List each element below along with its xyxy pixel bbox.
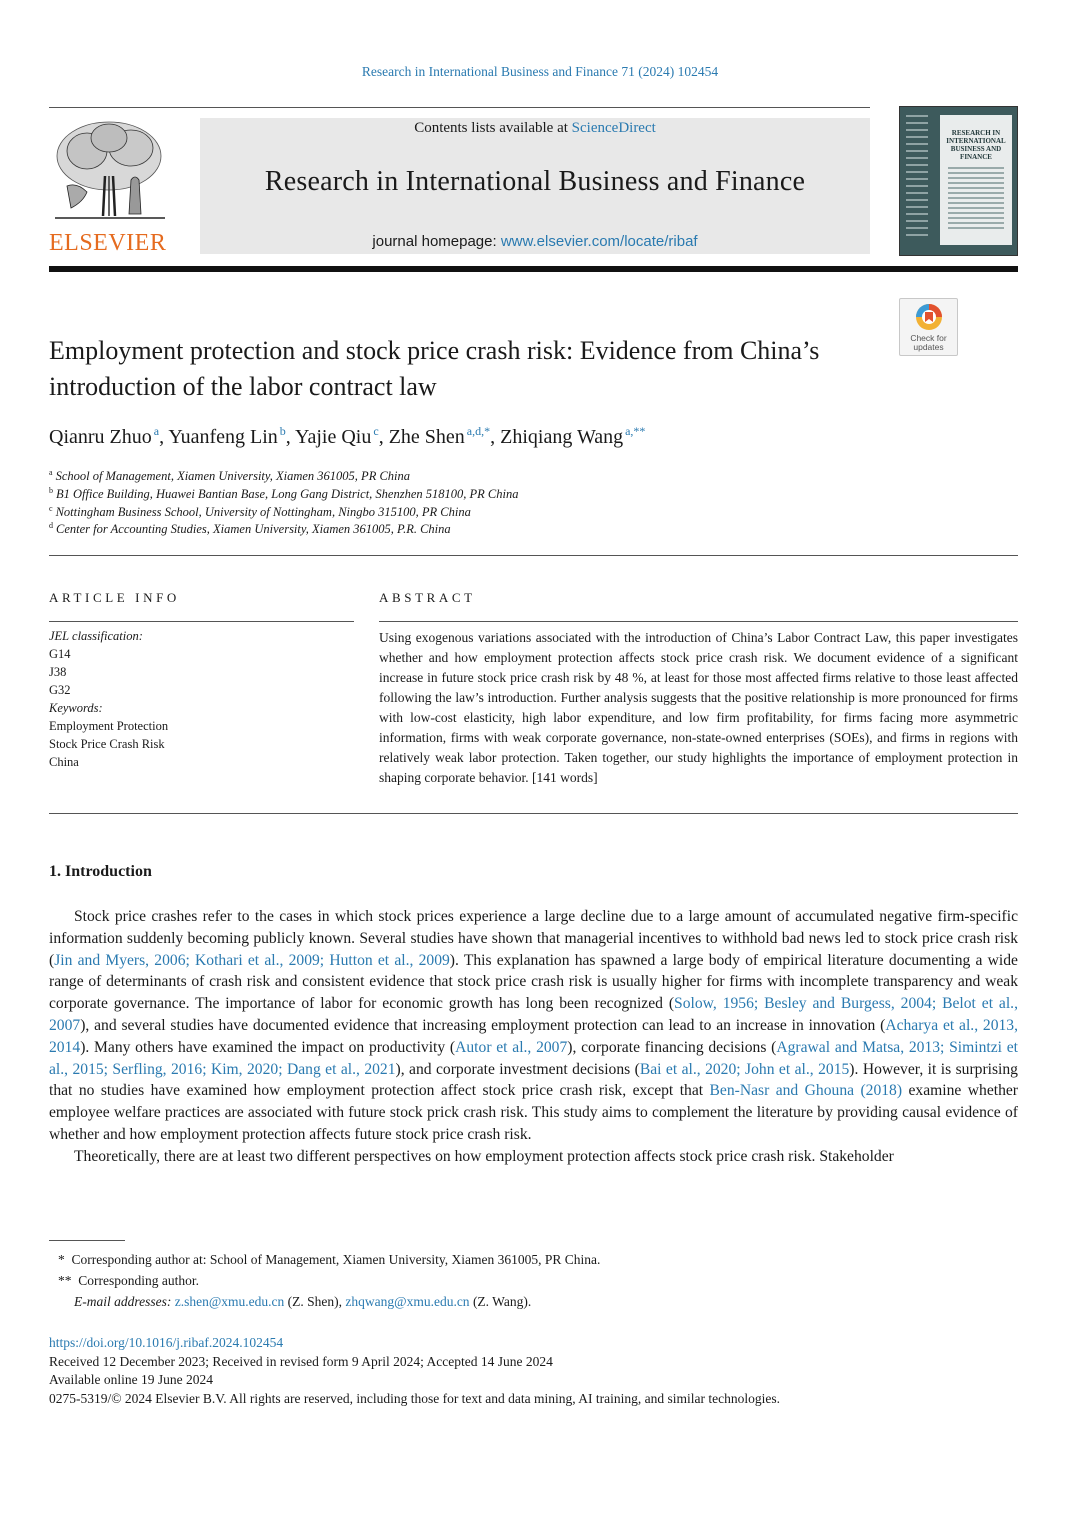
homepage-prefix: journal homepage: — [372, 233, 501, 250]
journal-homepage — [200, 233, 870, 250]
footnotes — [58, 1249, 600, 1312]
introduction-heading: 1. Introduction — [49, 863, 152, 880]
publication-info — [49, 1334, 780, 1408]
keyword: China — [49, 755, 79, 769]
author-affiliation-mark[interactable]: a,** — [625, 424, 646, 438]
introduction-body — [49, 906, 1018, 1168]
article-info-heading: ARTICLE INFO — [49, 590, 180, 605]
paragraph-text: examine whether employee welfare practices are associated with future stock prick crash risk. This study aims to complement the literature by providing causal evidence of whether and how employment protection affects future stock price crash risk. — [49, 1082, 1018, 1143]
check-for-updates-icon — [914, 302, 944, 332]
author-list: Qianru Zhuo $^a$, Yuanfeng Lin $^b$, Yajie Qiu $^c$, Zhe Shen $^{a,d,*}$, Zhiqiang Wang $^{a,**}$ — [49, 424, 646, 448]
footnote-text: Corresponding author. — [78, 1273, 199, 1288]
affiliation-c — [49, 504, 471, 520]
citation-link[interactable]: Agrawal and Matsa, 2013; Simintzi et al., 2015; Serfling, 2016; Kim, 2020; Dang et al., 2021 — [49, 1038, 1018, 1078]
keyword: Employment Protection — [49, 719, 169, 733]
masthead-divider — [49, 266, 1018, 272]
paragraph-text: ). Many others have examined the impact on productivity ( — [80, 1038, 456, 1056]
affiliation-mark: b — [49, 486, 53, 495]
citation-link[interactable]: Bai et al., 2020; John et al., 2015 — [639, 1060, 850, 1078]
footnote-corresponding-1 — [58, 1249, 600, 1270]
article-info-divider — [49, 621, 354, 622]
affiliation-text: Center for Accounting Studies, Xiamen University, Xiamen 361005, P.R. China — [56, 522, 451, 536]
paragraph-text: ), and corporate investment decisions ( — [395, 1060, 640, 1078]
introduction-paragraph-2: Theoretically, there are at least two different perspectives on how employment protection affects stock price crash risk. Stakeholder — [74, 1147, 894, 1165]
affiliation-b — [49, 486, 518, 502]
author-affiliation-mark[interactable]: a — [153, 424, 160, 438]
abstract-heading: ABSTRACT — [379, 590, 476, 605]
homepage-link[interactable]: www.elsevier.com/locate/ribaf — [500, 233, 698, 250]
footnote-divider — [49, 1240, 125, 1241]
cover-title: RESEARCH IN INTERNATIONAL BUSINESS AND FINANCE — [946, 129, 1006, 161]
author-name: Qianru Zhuo — [49, 426, 152, 448]
affiliations-divider — [49, 555, 1018, 556]
author-name: Yuanfeng Lin — [168, 426, 278, 448]
affiliation-mark: d — [49, 521, 53, 530]
cover-side-lines — [906, 115, 934, 256]
email-link-shen[interactable]: z.shen@xmu.edu.cn — [174, 1294, 285, 1309]
doi-link[interactable]: https://doi.org/10.1016/j.ribaf.2024.102454 — [49, 1335, 284, 1350]
jel-code: G32 — [49, 683, 71, 697]
email-owner: (Z. Shen), — [284, 1294, 346, 1309]
paragraph-text: ), and several studies have documented evidence that increasing employment protection can lead to an increase in innovation ( — [80, 1016, 886, 1034]
author-name: Zhiqiang Wang — [500, 426, 624, 448]
paragraph-text: ). This explanation has spawned a large body of empirical literature documenting a wide range of determinants of crash risk and consistent evidence that stock price crash risk is usually higher for firms with incomplete transparency and weak corporate governance. The importance of labor for economic growth has long been recognized ( — [49, 951, 1018, 1013]
abstract-text: Using exogenous variations associated with the introduction of China’s Labor Contract Law, this paper investigates whether and how employment protection affects stock price crash risk. We document evidence of a significant increase in future stock price crash risk by 48 %, at least for those most affected firms relative to those least affected following the law’s introduction. Further analysis suggests that the positive relationship is more pronounced for firms with low-cost elasticity, high labor expenditure, and low firm profitability, for firms facing more asymmetric information, firms with weak corporate governance, non-state-owned enterprises (SOEs), and firms in regions with relatively weak labor protection. Taken together, our study highlights the importance of employment protection in shaping corporate behavior. [141 words] — [379, 630, 1018, 785]
jel-code: J38 — [49, 665, 67, 679]
citation-link[interactable]: Acharya et al., 2013, 2014 — [49, 1016, 1018, 1056]
contents-prefix: Contents lists available at — [414, 120, 572, 136]
abstract-bottom-divider — [49, 813, 1018, 814]
footnote-mark: * — [58, 1252, 65, 1267]
citation-link[interactable]: Ben-Nasr and Ghouna (2018) — [709, 1082, 903, 1100]
sciencedirect-link[interactable]: ScienceDirect — [571, 120, 656, 136]
affiliation-text: School of Management, Xiamen University, Xiamen 361005, PR China — [55, 469, 411, 483]
affiliation-mark: a — [49, 468, 53, 477]
footnote-corresponding-2 — [58, 1270, 600, 1291]
citation-link[interactable]: Autor et al., 2007 — [455, 1038, 568, 1056]
article-info-block — [49, 627, 349, 771]
email-link-wang[interactable]: zhqwang@xmu.edu.cn — [345, 1294, 470, 1309]
elsevier-wordmark: ELSEVIER — [49, 230, 167, 256]
available-online: Available online 19 June 2024 — [49, 1372, 213, 1387]
contents-line — [200, 120, 870, 137]
author-name: Zhe Shen — [388, 426, 465, 448]
footnote-mark: ** — [58, 1273, 72, 1288]
author-name: Yajie Qiu — [295, 426, 372, 448]
top-divider — [49, 107, 870, 108]
cover-content-lines — [948, 167, 1004, 232]
check-for-updates-button[interactable] — [899, 298, 958, 356]
copyright-notice: 0275-5319/© 2024 Elsevier B.V. All rights are reserved, including those for text and data mining, AI training, and similar technologies. — [49, 1390, 780, 1406]
keywords-label: Keywords: — [49, 701, 103, 715]
citation-link[interactable]: Jin and Myers, 2006; Kothari et al., 2009; Hutton et al., 2009 — [54, 951, 450, 969]
affiliation-text: Nottingham Business School, University of Nottingham, Ningbo 315100, PR China — [55, 505, 471, 519]
introduction-paragraph-1 — [49, 906, 1018, 1146]
author-affiliation-mark[interactable]: b — [279, 424, 286, 438]
keyword: Stock Price Crash Risk — [49, 737, 165, 751]
check-for-updates-label: Check for updates — [910, 333, 947, 352]
affiliation-mark: c — [49, 504, 53, 513]
affiliation-a — [49, 468, 410, 484]
footnote-text: Corresponding author at: School of Management, Xiamen University, Xiamen 361005, PR China. — [71, 1252, 601, 1267]
cover-panel — [940, 115, 1012, 245]
paragraph-text: Stock price crashes refer to the cases in which stock prices experience a large decline due to a large amount of accumulated negative firm-specific information suddenly becoming publicly known. Several studies have shown that managerial incentives to withhold bad news led to stock price crash risk ( — [49, 908, 1018, 969]
affiliation-text: B1 Office Building, Huawei Bantian Base, Long Gang District, Shenzhen 518100, PR China — [56, 487, 519, 501]
footnote-emails — [58, 1291, 600, 1312]
abstract-divider — [379, 621, 1018, 622]
article-title: Employment protection and stock price crash risk: Evidence from China’s introduction of the labor contract law — [49, 336, 820, 401]
journal-reference[interactable]: Research in International Business and Finance 71 (2024) 102454 — [361, 64, 719, 79]
author-affiliation-mark[interactable]: c — [373, 424, 379, 438]
author-affiliation-mark[interactable]: a,d,* — [466, 424, 491, 438]
received-dates: Received 12 December 2023; Received in revised form 9 April 2024; Accepted 14 June 2024 — [49, 1353, 553, 1369]
jel-code: G14 — [49, 647, 71, 661]
affiliation-d — [49, 521, 451, 537]
paragraph-text: ). However, it is surprising that no studies have examined how employment protection affect stock price crash risk, except that — [49, 1060, 1018, 1100]
citation-link[interactable]: Solow, 1956; Besley and Burgess, 2004; Belot et al., 2007 — [49, 995, 1018, 1034]
email-label: E-mail addresses: — [74, 1294, 172, 1309]
email-owner: (Z. Wang). — [469, 1294, 532, 1309]
paragraph-text: ), corporate financing decisions ( — [567, 1038, 777, 1056]
journal-title: Research in International Business and Finance — [264, 166, 806, 197]
jel-label: JEL classification: — [49, 629, 143, 643]
journal-cover-thumbnail — [899, 106, 1018, 256]
